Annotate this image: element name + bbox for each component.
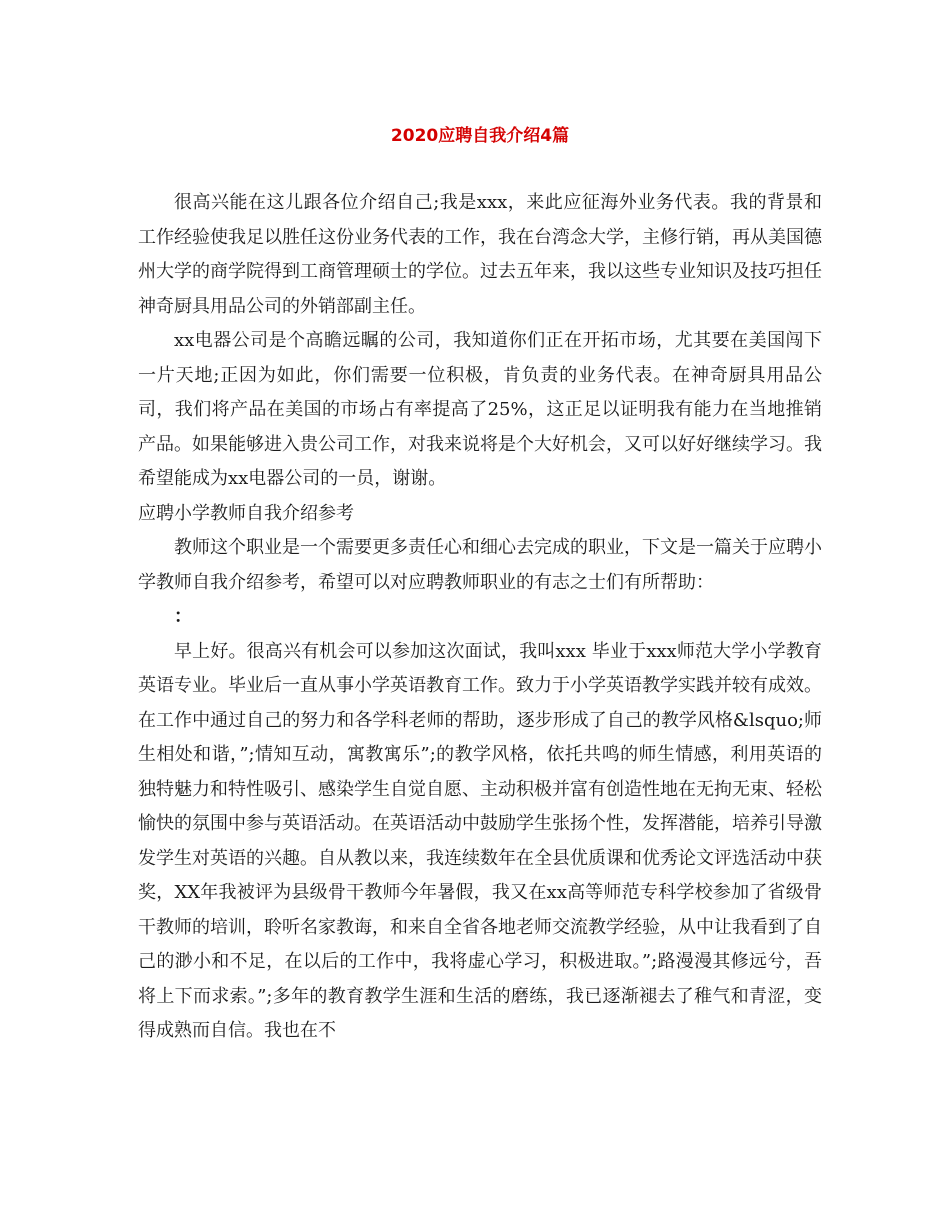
paragraph-intro-self: 很高兴能在这儿跟各位介绍自己;我是xxx，来此应征海外业务代表。我的背景和工作经验使我足以胜任这份业务代表的工作，我在台湾念大学，主修行销，再从美国德州大学的商学院得到工商管理硕士的学位。过去五年来，我以这些专业知识及技巧担任神奇厨具用品公司的外销部副主任。 [138, 192, 822, 317]
paragraph-company: xx电器公司是个高瞻远瞩的公司，我知道你们正在开拓市场，尤其要在美国闯下一片天地;正因为如此，你们需要一位积极，肯负责的业务代表。在神奇厨具用品公司，我们将产品在美国的市场占有率提高了25%，这正足以证明我有能力在当地推销产品。如果能够进入贵公司工作，对我来说将是个大好机会，又可以好好继续学习。我希望能成为xx电器公司的一员，谢谢。 [138, 330, 822, 489]
paragraph-teacher-intro: 教师这个职业是一个需要更多责任心和细心去完成的职业，下文是一篇关于应聘小学教师自我介绍参考，希望可以对应聘教师职业的有志之士们有所帮助： [138, 537, 822, 593]
document-title: 2020应聘自我介绍4篇 [390, 126, 570, 146]
section-heading: 应聘小学教师自我介绍参考 [138, 502, 354, 524]
paragraph-teacher-body: 早上好。很高兴有机会可以参加这次面试，我叫xxx 毕业于xxx师范大学小学教育英语专业。毕业后一直从事小学英语教育工作。致力于小学英语教学实践并较有成效。在工作中通过自己的努力和各学科老师的帮助，逐步形成了自己的教学风格&lsquo;师生相处和谐，”;情知互动，寓教寓乐”;的教学风格，依托共鸣的师生情感，利用英语的独特魅力和特性吸引、感染学生自觉自愿、主动积极并富有创造性地在无拘无束、轻松愉快的氛围中参与英语活动。在英语活动中鼓励学生张扬个性，发挥潜能，培养引导激发学生对英语的兴趣。自从教以来，我连续数年在全县优质课和优秀论文评选活动中获奖，XX年我被评为县级骨干教师今年暑假，我又在xx高等师范专科学校参加了省级骨干教师的培训，聆听名家教诲，和来自全省各地老师交流教学经验，从中让我看到了自己的渺小和不足，在以后的工作中，我将虚心学习，积极进取。”;路漫漫其修远兮，吾将上下而求索。”;多年的教育教学生涯和生活的磨练，我已逐渐褪去了稚气和青涩，变得成熟而自信。我也在不 [138, 640, 822, 1041]
colon-line: ： [174, 606, 192, 627]
